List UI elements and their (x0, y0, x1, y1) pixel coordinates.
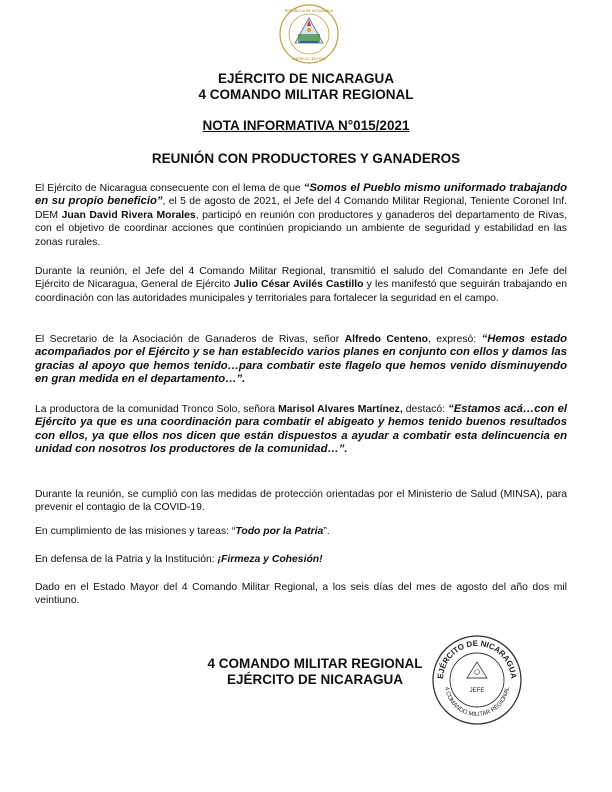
person-name: Juan David Rivera Morales (61, 209, 196, 221)
person-name: Julio César Avilés Castillo (233, 279, 364, 291)
motto-quote: “Somos el Pueblo mismo uniformado trabajando en su propio beneficio” (35, 182, 567, 208)
paragraph-4 (35, 403, 567, 457)
paragraph-8: Dado en el Estado Mayor del 4 Comando Militar Regional, a los seis días del mes de agosto del año dos mil veintiuno. (35, 582, 567, 607)
text-span: , participó en reunión con productores y ganaderos del departamento de Rivas, con el objetivo de coordinar acciones que continúen propiciando un ambiente de seguridad y estabilidad en las zonas rurales. (35, 209, 567, 248)
svg-text:AMÉRICA CENTRAL: AMÉRICA CENTRAL (292, 57, 326, 61)
testimony-quote: “Estamos acá…con el Ejército ya que es una coordinación para combatir el abigeato y hemos tenido buenos resultados con ellos, ya que ellos nos dicen que están dispuestos a ayudar a combatir esta delincuencia en unidad con nosotros los productores de la comunidad…”. (35, 403, 567, 456)
text-span: y les manifestó que seguirán trabajando en coordinación con las autoridades municipales y territoriales para fortalecer la seguridad en el campo. (35, 279, 567, 304)
paragraph-2 (35, 265, 567, 305)
text-span: Durante la reunión, el Jefe del 4 Comando Militar Regional, transmitió el saludo del Comandante en Jefe del Ejército de Nicaragua, General de Ejército (35, 266, 567, 291)
org-name: EJÉRCITO DE NICARAGUA (217, 71, 395, 86)
military-stamp-icon (431, 634, 523, 726)
text-span: El Secretario de la Asociación de Ganaderos de Rivas, señor (35, 334, 345, 345)
signature-block (195, 656, 435, 688)
text-span: , el 5 de agosto de 2021, el Jefe del 4 Comando Militar Regional, Teniente Coronel Inf. DEM (35, 196, 567, 221)
text-span: En defensa de la Patria y la Institución: (35, 554, 218, 565)
stamp-ring-bottom: 4 COMANDO MILITAR REGIONAL (443, 686, 511, 719)
signature-org: EJÉRCITO DE NICARAGUA (226, 672, 404, 687)
text-span: destacó: (402, 404, 449, 415)
stamp-center: JEFE (469, 688, 485, 694)
person-name: Marisol Alvares Martínez, (278, 404, 403, 415)
motto: Todo por la Patria (235, 526, 324, 537)
coat-of-arms-icon (278, 3, 340, 65)
motto: ¡Firmeza y Cohesión! (217, 554, 323, 565)
text-span: En cumplimiento de las misiones y tareas: “ (35, 526, 236, 537)
paragraph-6 (35, 525, 567, 538)
svg-text:REPÚBLICA DE NICARAGUA: REPÚBLICA DE NICARAGUA (284, 9, 334, 13)
document-header (0, 71, 612, 103)
note-title: NOTA INFORMATIVA N°015/2021 (202, 118, 410, 133)
text-span: ”. (323, 526, 330, 537)
text-span: El Ejército de Nicaragua consecuente con el lema de que (35, 183, 304, 194)
paragraph-7 (35, 553, 567, 566)
paragraph-3 (35, 333, 567, 387)
text-span: , expresó: (427, 334, 482, 345)
text-span: La productora de la comunidad Tronco Solo, señora (35, 404, 279, 415)
signature-unit: 4 COMANDO MILITAR REGIONAL (207, 656, 423, 671)
unit-name: 4 COMANDO MILITAR REGIONAL (198, 87, 414, 102)
subject-title: REUNIÓN CON PRODUCTORES Y GANADEROS (151, 151, 461, 166)
person-name: Alfredo Centeno (344, 334, 428, 345)
paragraph-1 (35, 182, 567, 249)
testimony-quote: “Hemos estado acompañados por el Ejército y se han establecido varios planes en conjunto con ellos y damos las gracias al apoyo que hemos tenido…para combatir este flagelo que hemos venido disminuyendo en gran medida en el departamento…”. (35, 333, 568, 386)
svg-text:EJÉRCITO DE NICARAGUA (436, 639, 518, 679)
paragraph-5: Durante la reunión, se cumplió con las medidas de protección orientadas por el Ministerio de Salud (MINSA), para prevenir el contagio de la COVID-19. (35, 489, 567, 514)
stamp-ring-top: EJÉRCITO DE NICARAGUA (435, 638, 519, 680)
